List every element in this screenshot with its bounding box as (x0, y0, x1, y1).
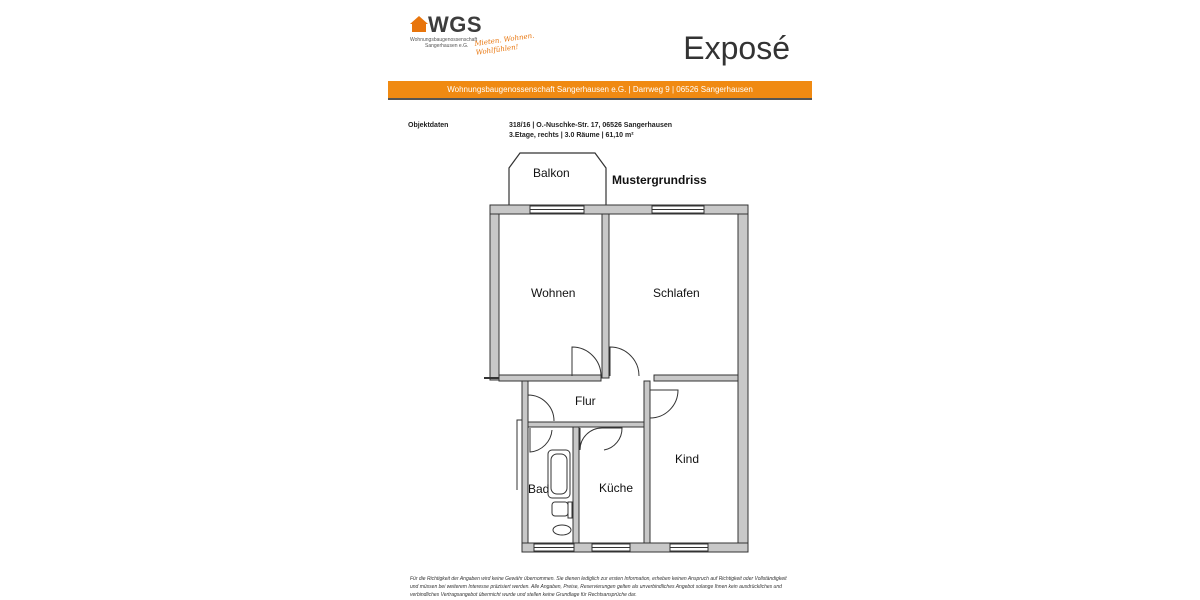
room-kueche: Küche (599, 481, 634, 495)
expose-page (388, 0, 812, 600)
room-wohnen: Wohnen (531, 286, 576, 300)
room-balkon: Balkon (533, 166, 570, 180)
header-bar (388, 81, 812, 98)
objektdaten-label: Objektdaten (408, 122, 449, 129)
wgs-logo (410, 14, 540, 68)
header-divider (388, 98, 812, 100)
logo-line1: Wohnungsbaugenossenschaft (410, 37, 478, 43)
plan-heading: Mustergrundriss (612, 173, 707, 187)
logo-slogan: Mieten. Wohnen. Wohlfühlen! (474, 31, 535, 57)
house-icon (410, 16, 428, 32)
objektdaten-address: 318/16 | O.-Nuschke-Str. 17, 06526 Sangerhausen (509, 122, 673, 129)
disclaimer-text: Für die Richtigkeit der Angaben wird keine Gewähr übernommen. Sie dienen lediglich zur ersten Information, erheben keinen Anspruch auf Richtigkeit oder Vollständigkeit und müssen bei weiterem Interesse präzisiert werden. Alle Angaben, Preise, Reservierungen gelten als unverbindliches Angebot solange Ihnen kein ausdrückliches und verbindliches Vertragsangebot übermicht wurde und stellen keine Grundlage für Rechtsansprüche dar. (410, 576, 787, 598)
room-bad: Bad (528, 482, 550, 496)
room-kind: Kind (675, 452, 700, 466)
floor-plan (444, 150, 760, 560)
room-flur: Flur (575, 394, 596, 408)
logo-brand: WGS (428, 12, 483, 37)
room-schlafen: Schlafen (653, 286, 700, 300)
header-bar-text: Wohnungsbaugenossenschaft Sangerhausen e.G. | Darrweg 9 | 06526 Sangerhausen (447, 85, 753, 94)
floor-plan-drawing (444, 150, 760, 560)
objektdaten-details: 3.Etage, rechts | 3.0 Räume | 61,10 m² (509, 132, 634, 139)
logo-line2: Sangerhausen e.G. (425, 43, 469, 49)
page-title: Exposé (683, 30, 790, 66)
